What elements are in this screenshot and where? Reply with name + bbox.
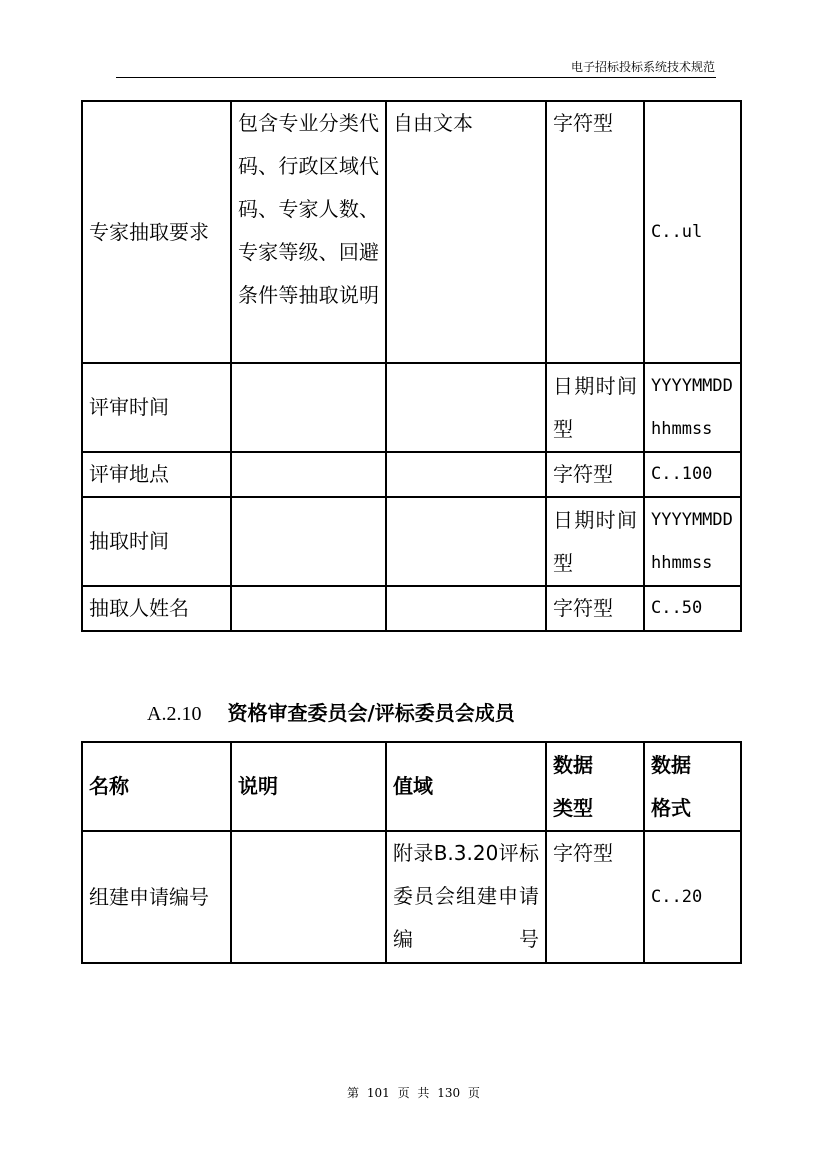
field-table-continued — [81, 100, 742, 632]
table-row — [82, 101, 741, 363]
field-range — [386, 452, 546, 497]
field-desc — [231, 831, 386, 963]
field-name: 评审地点 — [82, 452, 231, 497]
field-range: 附录B.3.20评标委员会组建申请编号 — [386, 831, 546, 963]
field-format: C..100 — [644, 452, 741, 497]
field-format: YYYYMMDDhhmmss — [644, 497, 741, 586]
field-type: 字符型 — [546, 586, 644, 631]
field-desc: 包含专业分类代码、行政区域代码、专家人数、专家等级、回避条件等抽取说明 — [231, 101, 386, 363]
field-type: 字符型 — [546, 101, 644, 363]
section-heading — [147, 697, 515, 726]
table-row — [82, 831, 741, 963]
field-format: C..50 — [644, 586, 741, 631]
field-desc — [231, 497, 386, 586]
table-row — [82, 586, 741, 631]
field-desc — [231, 363, 386, 452]
field-format: C..ul — [644, 101, 741, 363]
field-format: YYYYMMDDhhmmss — [644, 363, 741, 452]
field-range — [386, 497, 546, 586]
field-type: 字符型 — [546, 452, 644, 497]
section-number: A.2.10 — [147, 703, 202, 725]
header-name: 名称 — [82, 742, 231, 831]
header-type: 数据 类型 — [546, 742, 644, 831]
field-range — [386, 363, 546, 452]
field-name: 抽取时间 — [82, 497, 231, 586]
field-name: 评审时间 — [82, 363, 231, 452]
field-name: 专家抽取要求 — [82, 101, 231, 363]
field-format: C..20 — [644, 831, 741, 963]
header-rule — [116, 77, 716, 78]
member-field-table — [81, 741, 742, 964]
table-row — [82, 452, 741, 497]
header-format: 数据 格式 — [644, 742, 741, 831]
page-footer: 第 101 页 共 130 页 — [347, 1086, 480, 1100]
running-header: 电子招标投标系统技术规范 — [570, 60, 715, 74]
section-title: 资格审查委员会/评标委员会成员 — [227, 701, 515, 725]
field-desc — [231, 586, 386, 631]
field-name: 抽取人姓名 — [82, 586, 231, 631]
header-range: 值域 — [386, 742, 546, 831]
field-name: 组建申请编号 — [82, 831, 231, 963]
table-row — [82, 497, 741, 586]
table-header-row — [82, 742, 741, 831]
field-range — [386, 586, 546, 631]
header-desc: 说明 — [231, 742, 386, 831]
field-type: 字符型 — [546, 831, 644, 963]
field-range: 自由文本 — [386, 101, 546, 363]
table-row — [82, 363, 741, 452]
field-type: 日期时间型 — [546, 497, 644, 586]
field-desc — [231, 452, 386, 497]
field-type: 日期时间型 — [546, 363, 644, 452]
